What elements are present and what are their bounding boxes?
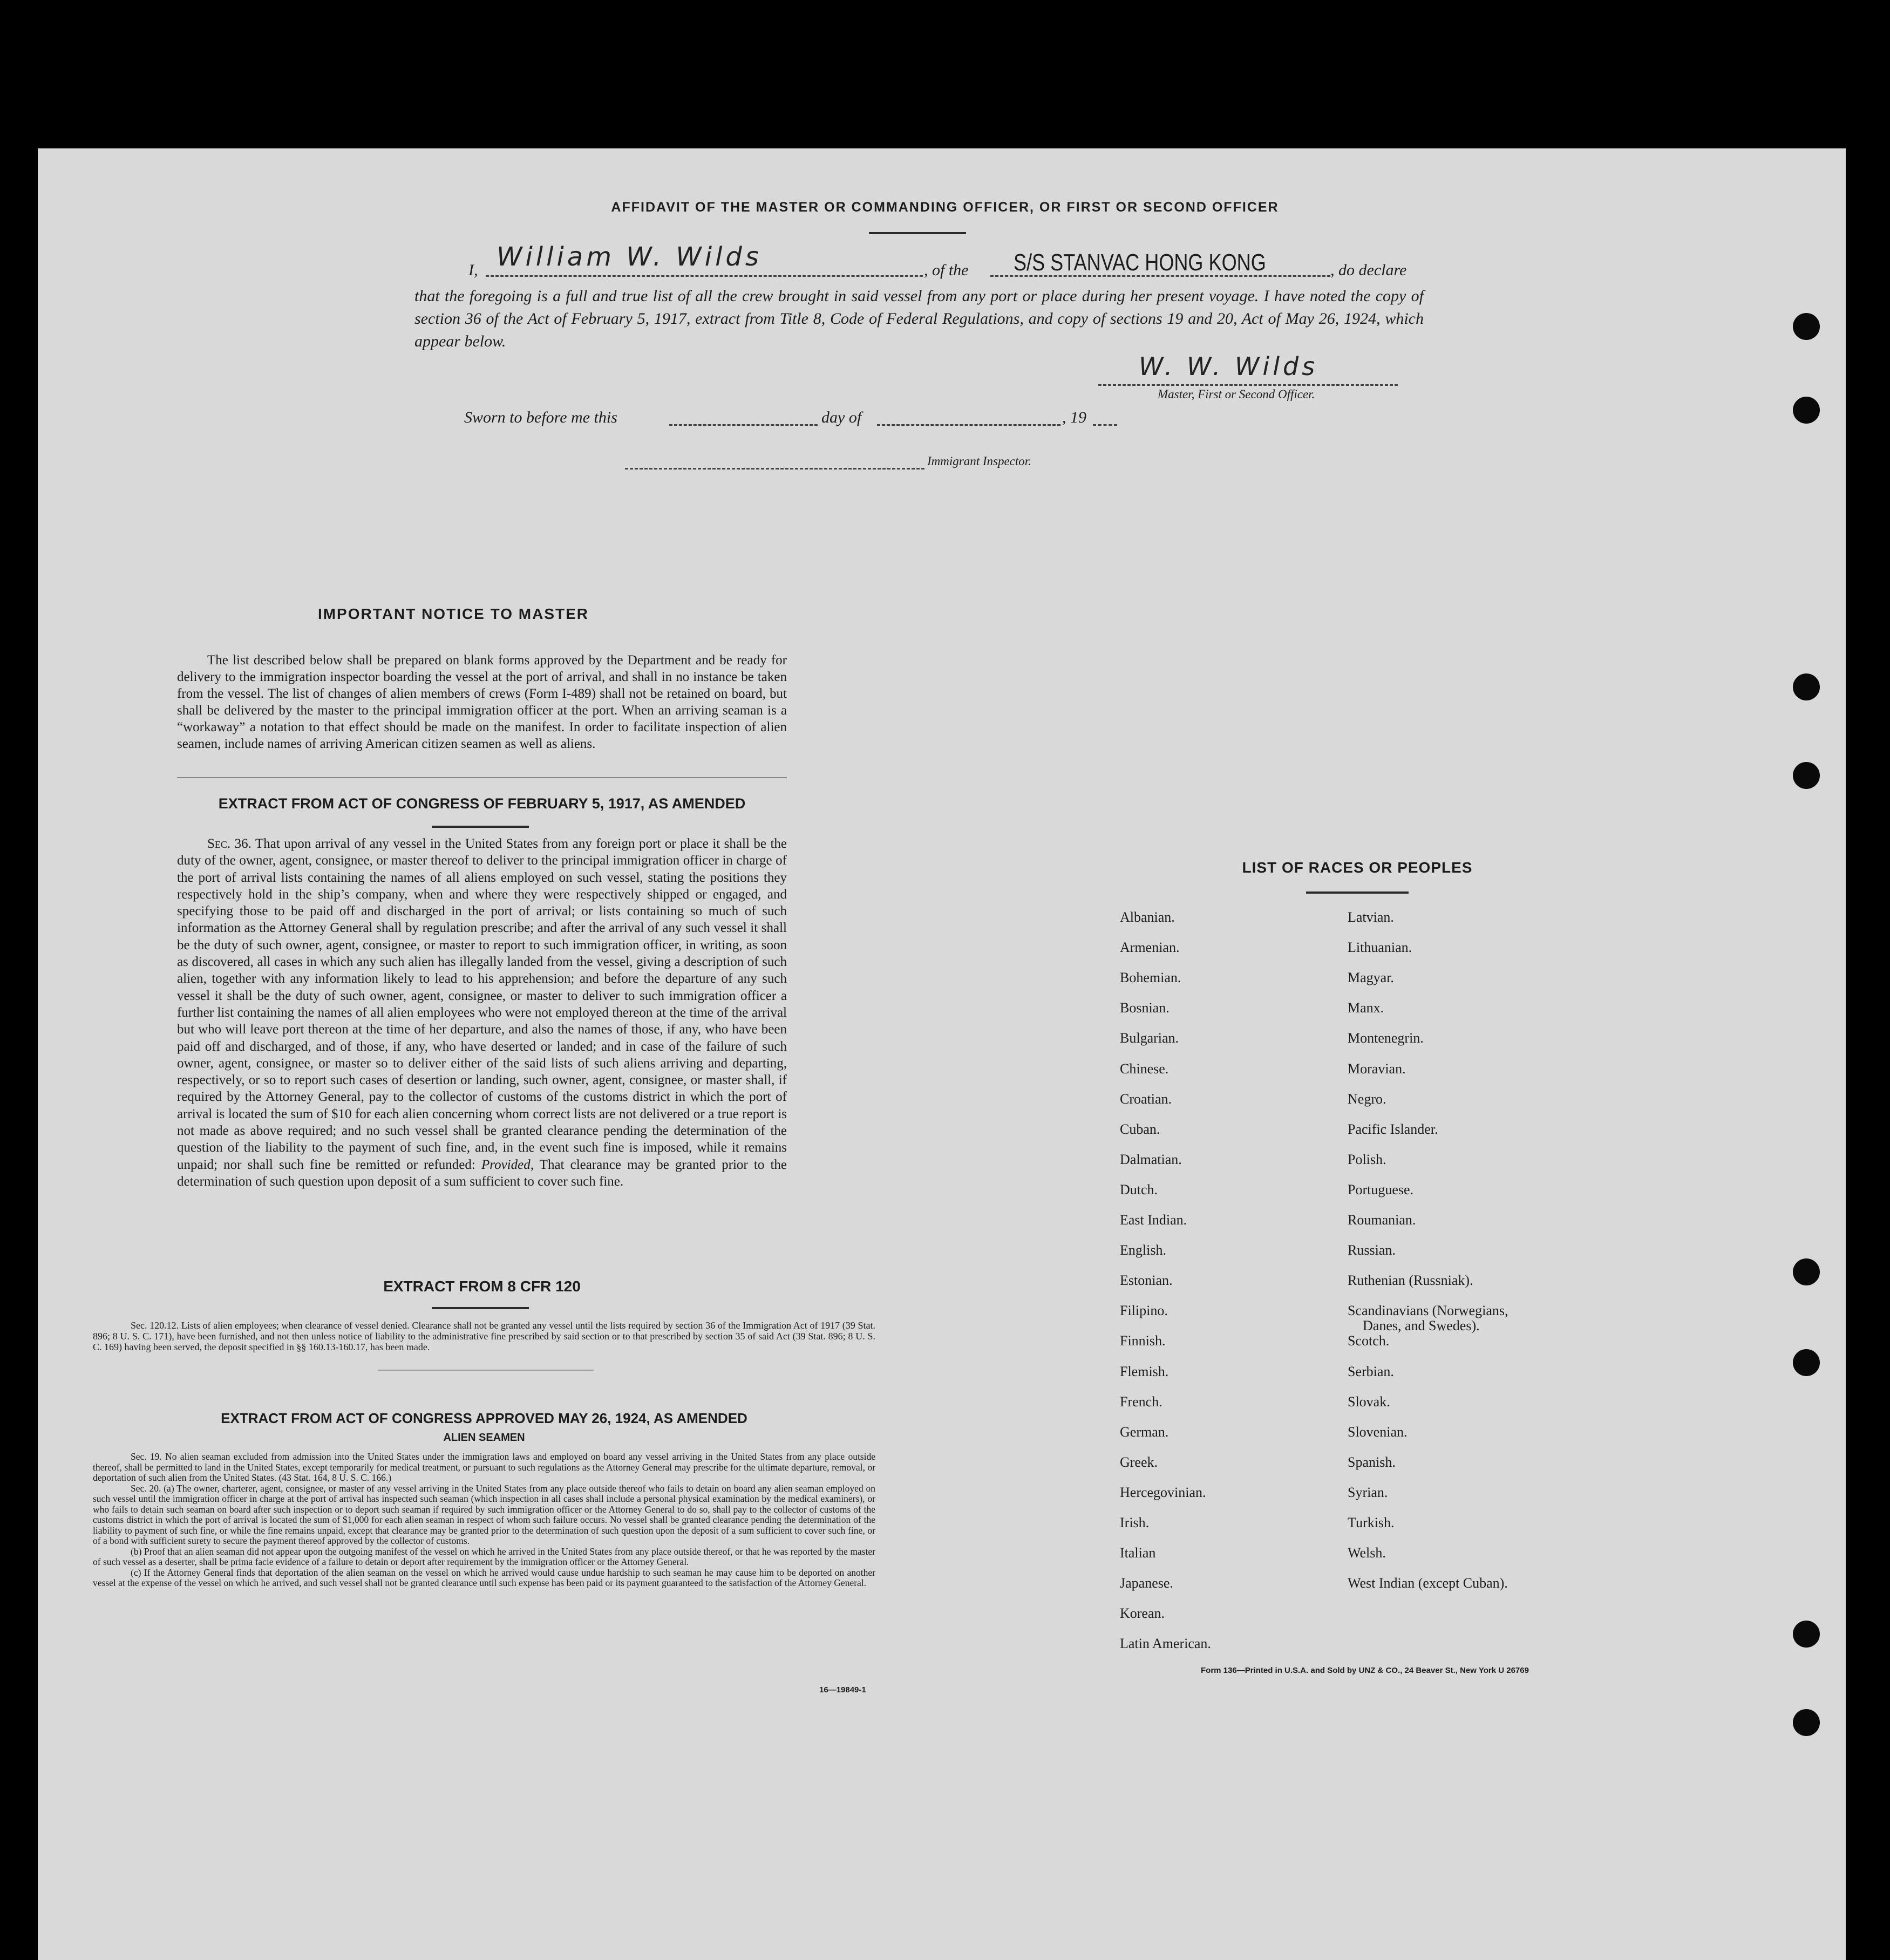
race-item: Albanian.	[1120, 909, 1175, 925]
do-declare-text: , do declare	[1330, 261, 1407, 279]
race-item: Flemish.	[1120, 1363, 1169, 1379]
race-item: East Indian.	[1120, 1212, 1187, 1228]
race-item: Bosnian.	[1120, 1000, 1170, 1016]
race-item: Dalmatian.	[1120, 1151, 1182, 1167]
extract-1917-body	[177, 835, 787, 1190]
signature-caption: Master, First or Second Officer.	[1158, 387, 1315, 401]
binder-hole	[1793, 1621, 1820, 1648]
race-item: Hercegovinian.	[1120, 1484, 1206, 1500]
sec20a-text: Sec. 20. (a) The owner, charterer, agent, consignee, or master of any vessel arriving in the United States from any place outside thereof who fails to detain on board any alien seaman employed on such vessel until the immigration officer in charge at the port of arrival has inspected such seaman (which inspection in all cases shall include a personal physical examination by the medical examiners), or who fails to detain such seaman on board after such inspection or to deport such seaman if required by such immigration officer or the Attorney General to do so, shall pay to the collector of customs of the customs district in which the port of arrival is located the sum of $1,000 for each alien seaman in respect of whom such failure occurs. No vessel shall be granted clearance pending the determination of the liability to payment of such fine, or while the fine remains unpaid, except that clearance may be granted prior to the determination of such question upon the deposit of a sum sufficient to cover such fine, or of a bond with sufficient surety to secure the payment thereof approved by the collector of customs.	[93, 1482, 875, 1546]
name-line	[486, 275, 923, 277]
sec20c-text: (c) If the Attorney General finds that deportation of the alien seaman on the vessel on which he arrived would cause undue hardship to such seaman he may cause him to be deported on another vessel at the expense of the vessel on which he arrived, and such vessel shall not be granted clearance until such expense has been paid or its payment guaranteed to the satisfaction of the Attorney General.	[93, 1567, 875, 1588]
signature-line	[1098, 384, 1398, 386]
races-underline	[1306, 891, 1409, 894]
race-item: Dutch.	[1120, 1181, 1158, 1197]
inspector-line	[625, 468, 924, 469]
race-item: English.	[1120, 1242, 1166, 1258]
extract-cfr-title: EXTRACT FROM 8 CFR 120	[383, 1278, 581, 1295]
race-item: Syrian.	[1348, 1484, 1388, 1500]
provided-text: That clearance may be granted prior to the determination of such question upon deposit of a sum sufficient to cover such fine.	[177, 1157, 787, 1189]
affidavit-title: AFFIDAVIT OF THE MASTER OR COMMANDING OFFICER, OR FIRST OR SECOND OFFICER	[611, 200, 1279, 215]
binder-hole	[1793, 1349, 1820, 1376]
race-item: Welsh.	[1348, 1545, 1386, 1561]
extract-1917-title: EXTRACT FROM ACT OF CONGRESS OF FEBRUARY 5, 1917, AS AMENDED	[218, 795, 746, 812]
race-item: Slovak.	[1348, 1393, 1390, 1410]
race-item: Polish.	[1348, 1151, 1386, 1167]
extract-1924-subtitle: ALIEN SEAMEN	[443, 1432, 525, 1444]
extract-1924-sections	[93, 1452, 875, 1589]
race-item: West Indian (except Cuban).	[1348, 1575, 1508, 1591]
sworn-text: Sworn to before me this	[464, 409, 617, 426]
extract-cfr-underline	[432, 1307, 529, 1309]
of-the-text: , of the	[924, 261, 969, 279]
sworn-day-line	[669, 424, 818, 426]
race-item: Finnish.	[1120, 1333, 1166, 1349]
race-item: Korean.	[1120, 1605, 1165, 1622]
extract-cfr-body: Sec. 120.12. Lists of alien employees; when clearance of vessel denied. Clearance shall not be granted any vessel until the lists required by section 36 of the Immigration Act of 1917 (39 Stat. 896; 8 U. S. C. 171), have been furnished, and not then unless notice of liability to the administrative fine prescribed by said section or to that prescribed by section 35 of said Act (39 Stat. 896; 8 U. S. C. 169) having been served, the deposit specified in §§ 160.13-160.17, has been made.	[93, 1320, 875, 1352]
race-item: Cuban.	[1120, 1121, 1160, 1137]
sec19-text: Sec. 19. No alien seaman excluded from admission into the United States under the immigration laws and employed on board any vessel arriving in the United States from any place outside thereof, shall be permitted to land in the United States, except temporarily for medical treatment, or pursuant to such regulations as the Attorney General may prescribe for the ultimate departure, removal, or deportation of such alien from the United States. (43 Stat. 164, 8 U. S. C. 166.)	[93, 1451, 875, 1483]
form-code: 16—19849-1	[819, 1685, 866, 1694]
sec36-label: Sec. 36.	[207, 836, 251, 851]
race-item: Montenegrin.	[1348, 1030, 1424, 1046]
race-item: Scotch.	[1348, 1333, 1390, 1349]
race-item: Greek.	[1120, 1454, 1158, 1470]
race-item: German.	[1120, 1424, 1169, 1440]
race-item: Portuguese.	[1348, 1181, 1414, 1197]
race-item: Spanish.	[1348, 1454, 1396, 1470]
sec36-text: That upon arrival of any vessel in the United States from any foreign port or place it shall be the duty of the owner, agent, consignee, or master thereof to deliver to the principal immigration officer in charge of the port of arrival lists containing the names of all aliens employed on such vessel, stating the positions they respectively hold in the ship’s company, when and where they were respectively shipped or engaged, and specifying those to be paid off and discharged in the port of arrival; or lists containing so much of such information as the Attorney General shall by regulation prescribe; and after the arrival of any such vessel it shall be the duty of such owner, agent, consignee, or master to report to such immigration officer, in writing, as soon as discovered, all cases in which any such alien has illegally landed from the vessel, giving a description of such alien, together with any information likely to lead to his apprehension; and before the departure of any such vessel it shall be the duty of such owner, agent, consignee, or master to deliver to such immigration officer a further list containing the names of all alien employees who were not employed thereon at the time of the arrival but who will leave port thereon at the time of her departure, and also the names of those, if any, who have been paid off and discharged, and of those, if any, who have deserted or landed; and in case of the failure of such owner, agent, consignee, or master so to deliver either of the said lists of such aliens arriving and departing, respectively, or so to report such cases of desertion or landing, such owner, agent, consignee, or master shall, if required by the Attorney General, pay to the collector of customs of the customs district in which the port of arrival is located the sum of $10 for each alien concerning whom correct lists are not delivered or a true report is not made as above required; and no such vessel shall be granted clearance pending the determination of the question of the liability to the payment of such fine, and, in the event such fine is imposed, while it remains unpaid; nor shall such fine be remitted or refunded:	[177, 836, 787, 1172]
sworn-year-line	[1093, 424, 1117, 426]
race-item: Bohemian.	[1120, 970, 1181, 986]
title-underline	[869, 232, 966, 234]
race-item: Manx.	[1348, 1000, 1384, 1016]
race-item: Pacific Islander.	[1348, 1121, 1438, 1137]
affidavit-i-prefix: I,	[468, 261, 478, 279]
divider	[378, 1370, 594, 1371]
race-item: Serbian.	[1348, 1363, 1394, 1379]
race-item: Turkish.	[1348, 1515, 1395, 1530]
races-title: LIST OF RACES OR PEOPLES	[1242, 859, 1473, 876]
provided-label: Provided,	[481, 1157, 534, 1172]
notice-body: The list described below shall be prepared on blank forms approved by the Department and be ready for delivery to the immigration inspector boarding the vessel at the port of arrival, and shall in no instance be taken from the vessel. The list of changes of alien members of crews (Form I-489) shall not be retained on board, but shall be delivered by the master to the principal immigration officer at the port. When an arriving seaman is a “workaway” a notation to that effect should be made on the manifest. In order to facilitate inspection of alien seamen, include names of arriving American citizen seamen as well as aliens.	[177, 653, 787, 751]
race-item: Roumanian.	[1348, 1212, 1416, 1228]
race-item: Latvian.	[1348, 909, 1394, 925]
footer-form-line: Form 136—Printed in U.S.A. and Sold by UNZ & CO., 24 Beaver St., New York U 26769	[1201, 1666, 1529, 1675]
race-item: Slovenian.	[1348, 1424, 1408, 1440]
race-item: Croatian.	[1120, 1091, 1172, 1107]
race-item: Irish.	[1120, 1515, 1150, 1530]
extract-1924-title: EXTRACT FROM ACT OF CONGRESS APPROVED MAY 26, 1924, AS AMENDED	[221, 1410, 747, 1426]
sworn-month-line	[877, 424, 1060, 426]
notice-title: IMPORTANT NOTICE TO MASTER	[317, 605, 589, 622]
race-item: Latin American.	[1120, 1636, 1211, 1652]
binder-hole	[1793, 313, 1820, 340]
race-item: Italian	[1120, 1545, 1156, 1561]
race-item: Estonian.	[1120, 1272, 1173, 1289]
race-item: Scandinavians (Norwegians,	[1348, 1303, 1508, 1319]
binder-hole	[1793, 1258, 1820, 1285]
race-item: Russian.	[1348, 1242, 1396, 1258]
day-of-text: day of	[821, 409, 862, 426]
race-item: Armenian.	[1120, 940, 1180, 956]
race-item: Magyar.	[1348, 970, 1394, 986]
signature: W. W. Wilds	[1139, 352, 1318, 381]
inspector-caption: Immigrant Inspector.	[927, 454, 1031, 468]
officer-name: William W. Wilds	[497, 242, 762, 272]
binder-hole	[1793, 762, 1820, 789]
race-item: French.	[1120, 1393, 1162, 1410]
binder-hole	[1793, 397, 1820, 424]
vessel-name: S/S STANVAC HONG KONG	[1014, 249, 1266, 276]
binder-hole	[1793, 673, 1820, 700]
year-prefix: , 19	[1062, 409, 1086, 426]
affidavit-body: that the foregoing is a full and true list of all the crew brought in said vessel from any port or place during her present voyage. I have noted the copy of section 36 of the Act of February 5, 1917, extract from Title 8, Code of Federal Regulations, and copy of sections 19 and 20, Act of May 26, 1924, which appear below.	[414, 287, 1424, 350]
race-item: Bulgarian.	[1120, 1030, 1179, 1046]
race-item: Lithuanian.	[1348, 940, 1412, 956]
race-item: Ruthenian (Russniak).	[1348, 1272, 1473, 1289]
race-item: Danes, and Swedes).	[1363, 1318, 1480, 1334]
race-item: Moravian.	[1348, 1060, 1406, 1077]
race-item: Japanese.	[1120, 1575, 1173, 1591]
race-item: Negro.	[1348, 1091, 1386, 1107]
binder-hole	[1793, 1709, 1820, 1736]
race-item: Filipino.	[1120, 1303, 1168, 1319]
race-item: Chinese.	[1120, 1060, 1169, 1077]
extract-1917-underline	[432, 826, 529, 828]
divider	[177, 777, 787, 778]
sec20b-text: (b) Proof that an alien seaman did not appear upon the outgoing manifest of the vessel on which he arrived in the United States from any place outside thereof, or that he was reported by the master of such vessel as a deserter, shall be prima facie evidence of a failure to detain or deport after requirement by the immigration officer or the Attorney General.	[93, 1546, 875, 1567]
